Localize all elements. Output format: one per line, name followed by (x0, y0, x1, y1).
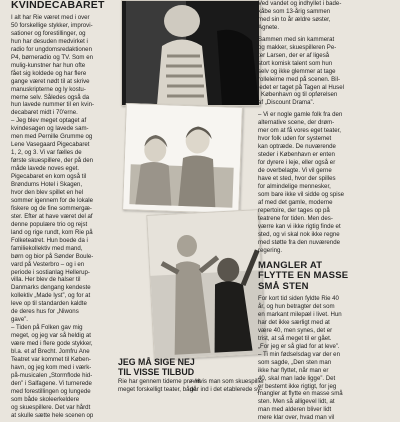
text-line: børn og bior på Sønder Boule- (11, 252, 94, 260)
text-line: værre kan vi ikke rigtig finde et (258, 222, 341, 230)
text-line: man med alderen bliver lidt (258, 406, 332, 414)
text-line: den” i Salfagene. Vi turnerede (11, 379, 92, 387)
text-line: ledet er taget på Tagen al Husel (258, 83, 344, 91)
text-line: ter Larsen, der er af ligeså (258, 51, 330, 59)
photo-two-actors (146, 209, 265, 360)
subheading-line: FLYTTE EN MASSE (258, 270, 349, 282)
text-line: sationer og forestillinger, og (11, 29, 86, 37)
text-line: første skuespillere, der på den (11, 157, 93, 165)
text-line: hun har desuden medvirket i (11, 37, 88, 45)
subheading-line: SMÅ STEN (258, 280, 309, 292)
middle-heading (118, 357, 195, 377)
right-text-column (258, 0, 392, 422)
text-line: periode i sostianlag Hellerup- (11, 268, 90, 276)
text-line: er bestemt ikke rigtigt, for jeg (258, 382, 337, 390)
text-line: kåbe som 13-årig sammen (258, 7, 331, 15)
text-line: går ind i det etablerede sy- (190, 385, 263, 393)
text-line: med sin to år ældre søster, (258, 15, 331, 23)
photo-portrait-top (121, 0, 260, 106)
text-line: meget, og jeg var så heldig at (11, 332, 91, 340)
photo-two-girls (122, 103, 243, 214)
text-line: radio for ungdomsredaktionen (11, 45, 92, 53)
text-line: Agnete. (258, 23, 280, 31)
photo-two-girls-image (123, 104, 242, 213)
subheading-line: MANGLER AT (258, 259, 323, 271)
text-line: som sagde, „Den sten man (258, 358, 332, 366)
text-line: være 40, men synes, det er (258, 326, 333, 334)
text-line: sted, og vi skal nok ikke regne (258, 230, 340, 238)
text-line: For kort tid siden fyldte Rie 40 (258, 295, 339, 303)
text-line: af med det gamle, moderne (258, 198, 333, 206)
text-line: mere klar over, hvad man vil (258, 414, 335, 422)
text-line: I alt har Rie været med i over (11, 14, 90, 21)
text-line: men med Pernille Grumme og (11, 133, 93, 141)
photo-two-actors-image (147, 210, 264, 359)
text-line: – Jeg blev meget optaget af (11, 117, 87, 125)
text-line: „For jeg er så glad for at leve”. (258, 342, 340, 350)
text-line: 50 forskellige stykker, improvi- (11, 21, 93, 29)
left-text-column (11, 0, 118, 419)
right-column-subheading (258, 261, 392, 293)
text-line: mer om at få vores eget teater, (258, 127, 341, 135)
photo-portrait-top-image (122, 1, 259, 105)
text-line: mulig-kunstner har hun ofte (11, 61, 86, 69)
text-line: ster. Efter at have været del af (11, 212, 93, 220)
text-line: på-musicalen „Stormflode hid- (11, 371, 93, 379)
text-line: kollektiv „Made lyst”, og for at (11, 292, 91, 300)
text-line: have et sted, hvor der spilles (258, 175, 336, 183)
text-line: hvor folk uden for systemet (258, 135, 332, 143)
text-line: og makker, skuespilleren Pe- (258, 43, 337, 51)
text-line: for dyrere i leje, eller også er (258, 159, 336, 167)
text-line: Pigecabaret en kom også til (11, 173, 87, 181)
text-line: sten. Men så alligevel lidt, at (258, 398, 335, 406)
middle-heading-line: JEG MÅ SIGE NEJ (118, 357, 195, 367)
text-line: Rie har gennem tiderne prøvet (118, 378, 201, 385)
text-line: gave”. (11, 316, 28, 324)
text-line: måde lavede noves eget. (11, 165, 80, 173)
text-line: sommer igennem for de lokale (11, 196, 93, 204)
text-line: villa. Her blev de halser til (11, 276, 81, 284)
text-line: ikke har flyttet, når man er (258, 366, 329, 374)
right-column-body-top (258, 0, 392, 255)
text-line: gange været nødt til at skrive (11, 77, 90, 85)
middle-text-columns (118, 378, 265, 400)
text-line: kan optræde. De nuværende (258, 143, 336, 151)
left-column-body (11, 14, 118, 420)
text-line: rolleleirne med på scenen. Bil- (258, 75, 340, 83)
text-line: af „Discount Drama”. (258, 99, 315, 107)
text-line: stort komisk talent som hun (258, 59, 333, 67)
text-line: selv og ikke glemmer at tage (258, 67, 336, 75)
text-line: de deres hus for „Niwons (11, 308, 79, 316)
text-line: Danmarks dengang kendeste (11, 284, 91, 292)
text-line: Lene Vasegaard Pigecabaret (11, 141, 90, 149)
text-line: – Ti min fødselsdag var der en (258, 350, 340, 358)
text-line: regering. (258, 246, 283, 254)
text-line: teatrene for tiden. Men des- (258, 214, 333, 222)
text-line: 1, 2, og 3. Vi var fælles de (11, 149, 82, 157)
text-line: bl.a. et af Brecht. Jomfru Ane (11, 348, 90, 356)
right-column-body-bottom (258, 295, 392, 422)
text-line: – Hvis man som skuespiller (190, 378, 265, 385)
text-line: fået sig koldede og har flere (11, 69, 87, 77)
text-line: fiskere og de fine sommergæ- (11, 204, 92, 212)
text-line: mangler at flytte en masse små (258, 390, 343, 398)
text-line: Folketeatret. Hun boede da i (11, 236, 88, 244)
middle-left-text (118, 378, 201, 394)
text-line: Teatret var kommet til Køben- (11, 355, 91, 363)
text-line: og skuespillere. Det var hårdt (11, 403, 91, 411)
text-line: decabaret midt i 70'erne. (11, 109, 78, 117)
text-line: leve op til standarden kaldte (11, 300, 87, 308)
text-line: steder i København er enten (258, 151, 335, 159)
text-line: – Tiden på Folken gav mig (11, 324, 83, 332)
text-line: være med i flere gode stykker, (11, 340, 93, 348)
text-line: en markant milepæl i livet. Hun (258, 310, 342, 318)
text-line: trist, at så meget til er gået. (258, 334, 332, 342)
middle-right-text (190, 378, 265, 394)
text-line: for almindelige mennesker, (258, 182, 331, 190)
text-line: kvindesagen og lavede sam- (11, 125, 89, 133)
text-line: P4, børneradio og TV. Som en (11, 53, 93, 61)
text-line: som både skoleerkeldere (11, 395, 80, 403)
text-line: land og rige rundt, kom Rie på (11, 228, 93, 236)
text-line: hun lavede nummer til en kvin- (11, 101, 94, 109)
text-line: repertoire, der tages op på (258, 206, 330, 214)
text-line: har det ikke særligt med at (258, 318, 330, 326)
text-line: denne populære trio og rejst (11, 220, 88, 228)
text-line: familiekollektiv med mand, (11, 244, 83, 252)
text-line: som bare ikke vil sidde og spise (258, 190, 345, 198)
text-line: Ved vandet og indhyllet i bade- (258, 0, 342, 7)
text-line: hvor den blev spillet en hel (11, 188, 84, 196)
text-line: at skulle sætte hele scenen op (11, 411, 94, 419)
text-line: Sammen med sin kammerat (258, 35, 335, 43)
text-line: manuskripterne og ly kostu- (11, 85, 86, 93)
text-line: meget forskelligt teater, både (118, 385, 197, 393)
middle-heading-line: TIL VISSE TILBUD (118, 366, 195, 377)
text-line: merne selv. Således også da (11, 93, 90, 101)
text-line: vard på Vesterbro – og i en (11, 260, 85, 268)
text-line: 40, skal man lade ligge”. Det (258, 374, 336, 382)
text-line: de overbelagte. Vi vil gerne (258, 167, 332, 175)
text-line: år, og hun betragter det som (258, 303, 335, 310)
text-line: havn, og jeg kom med i værk- (11, 363, 92, 371)
text-line: i København og til opførelsen (258, 91, 338, 99)
text-line: alternative scene, der drøm- (258, 119, 335, 127)
text-line: med forestillingen og lungede (11, 387, 91, 395)
text-line: med støtte fra den nuværende (258, 238, 340, 246)
text-line: Brøndums Hotel i Skagen, (11, 181, 83, 189)
text-line: – Vi er nogle gamle folk fra den (258, 111, 343, 119)
left-column-heading: KVINDECABARET (11, 0, 105, 11)
